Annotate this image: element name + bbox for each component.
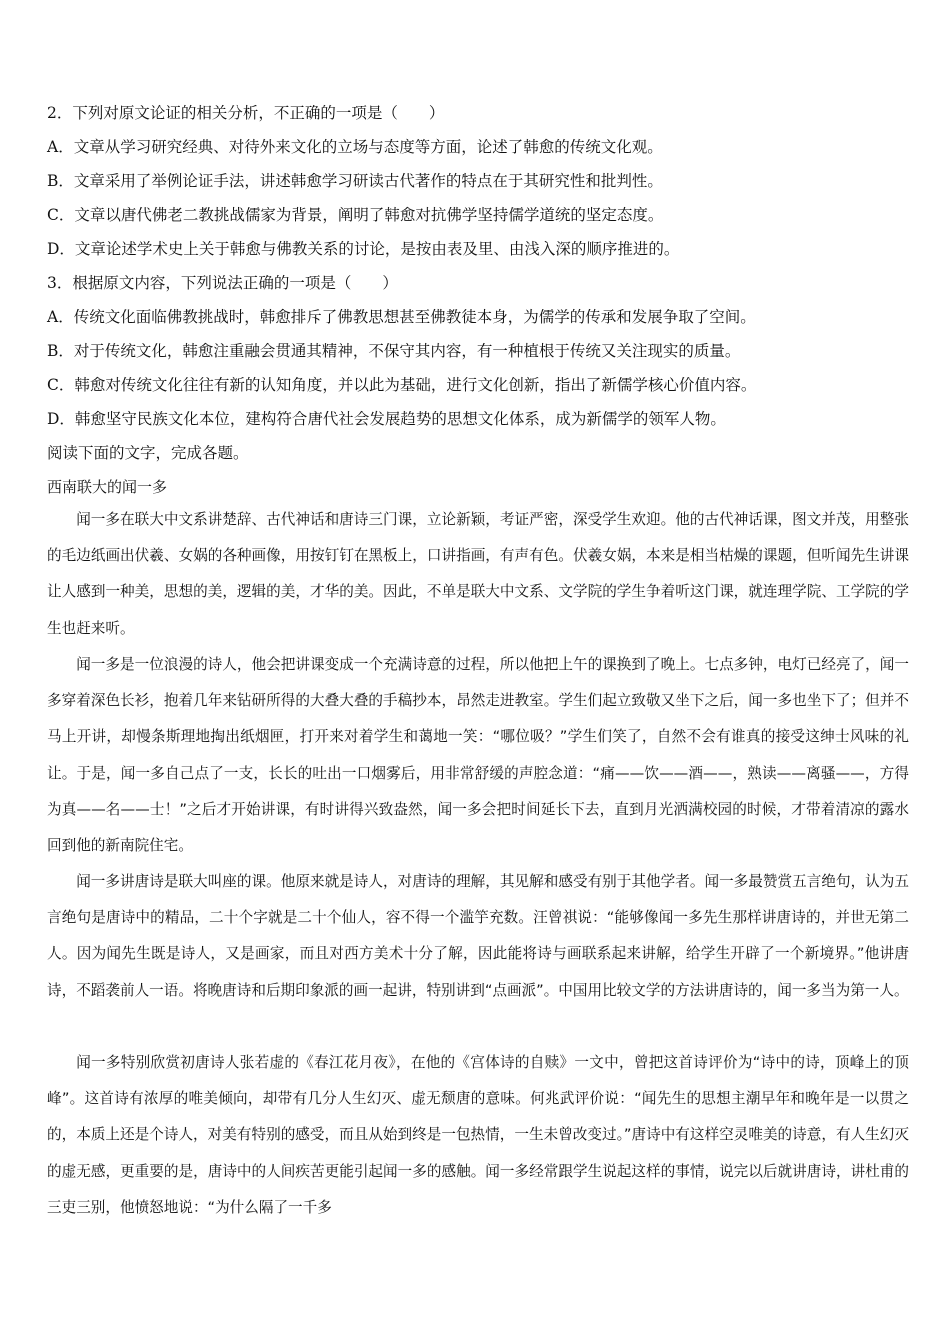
question-3-stem: 3．根据原文内容，下列说法正确的一项是（ ） [47,274,398,292]
passage-title: 西南联大的闻一多 [47,478,168,496]
question-3-option-d: D．韩愈坚守民族文化本位，建构符合唐代社会发展趋势的思想文化体系，成为新儒学的领军人物。 [47,410,726,428]
question-2-stem: 2．下列对原文论证的相关分析，不正确的一项是（ ） [47,104,445,122]
question-3-option-b: B．对于传统文化，韩愈注重融会贯通其精神，不保守其内容，有一种植根于传统又关注现实的质量。 [47,342,741,360]
question-2-option-a: A．文章从学习研究经典、对待外来文化的立场与态度等方面，论述了韩愈的传统文化观。 [47,138,663,156]
question-3-option-a: A．传统文化面临佛教挑战时，韩愈排斥了佛教思想甚至佛教徒本身，为儒学的传承和发展争取了空间。 [47,308,756,326]
passage-paragraph-4: 闻一多特别欣赏初唐诗人张若虚的《春江花月夜》，在他的《宫体诗的自赎》一文中，曾把这首诗评价为“诗中的诗，顶峰上的顶峰”。这首诗有浓厚的唯美倾向，却带有几分人生幻灭、虚无颓唐的意味。何兆武评价说：“闻先生的思想主潮早年和晚年是一以贯之的，本质上还是个诗人，对美有特别的感受，而且从始到终是一包热情，一生未曾改变过。”唐诗中有这样空灵唯美的诗意，有人生幻灭的虚无感，更重要的是，唐诗中的人间疾苦更能引起闻一多的感触。闻一多经常跟学生说起这样的事情，说完以后就讲唐诗，讲杜甫的三吏三别，他愤怒地说：“为什么隔了一千多 [47,1054,909,1216]
question-2-option-b: B．文章采用了举例论证手法，讲述韩愈学习研读古代著作的特点在于其研究性和批判性。 [47,172,663,190]
question-2-option-c: C．文章以唐代佛老二教挑战儒家为背景，阐明了韩愈对抗佛学坚持儒学道统的坚定态度。 [47,206,664,224]
passage-paragraph-2: 闻一多是一位浪漫的诗人，他会把讲课变成一个充满诗意的过程，所以他把上午的课换到了晚上。七点多钟，电灯已经亮了，闻一多穿着深色长衫，抱着几年来钻研所得的大叠大叠的手稿抄本，昂然走进教室。学生们起立致敬又坐下之后，闻一多也坐下了；但并不马上开讲，却慢条斯理地掏出纸烟匣，打开来对着学生和蔼地一笑：“哪位吸？”学生们笑了，自然不会有谁真的接受这绅士风味的礼让。于是，闻一多自己点了一支，长长的吐出一口烟雾后，用非常舒缓的声腔念道：“痛——饮——酒——，熟读——离骚——，方得为真——名——士！”之后才开始讲课，有时讲得兴致盎然，闻一多会把时间延长下去，直到月光洒满校园的时候，才带着清凉的露水回到他的新南院住宅。 [47,656,909,855]
reading-instruction: 阅读下面的文字，完成各题。 [47,444,249,462]
passage-paragraph-3: 闻一多讲唐诗是联大叫座的课。他原来就是诗人，对唐诗的理解，其见解和感受有别于其他学者。闻一多最赞赏五言绝句，认为五言绝句是唐诗中的精品，二十个字就是二十个仙人，容不得一个滥竽充数。汪曾祺说：“能够像闻一多先生那样讲唐诗的，并世无第二人。因为闻先生既是诗人，又是画家，而且对西方美术十分了解，因此能将诗与画联系起来讲解，给学生开辟了一个新境界。”他讲唐诗，不蹈袭前人一语。将晚唐诗和后期印象派的画一起讲，特别讲到“点画派”。中国用比较文学的方法讲唐诗的，闻一多当为第一人。 [47,873,909,999]
question-3-option-c: C．韩愈对传统文化往往有新的认知角度，并以此为基础，进行文化创新，指出了新儒学核心价值内容。 [47,376,757,394]
question-2-option-d: D．文章论述学术史上关于韩愈与佛教关系的讨论，是按由表及里、由浅入深的顺序推进的。 [47,240,680,258]
passage-paragraph-1: 闻一多在联大中文系讲楚辞、古代神话和唐诗三门课，立论新颖，考证严密，深受学生欢迎。他的古代神话课，图文并茂，用整张的毛边纸画出伏羲、女娲的各种画像，用按钉钉在黑板上，口讲指画，有声有色。伏羲女娲，本来是相当枯燥的课题，但听闻先生讲课让人感到一种美，思想的美，逻辑的美，才华的美。因此，不单是联大中文系、文学院的学生争着听这门课，就连理学院、工学院的学生也赶来听。 [47,511,909,637]
